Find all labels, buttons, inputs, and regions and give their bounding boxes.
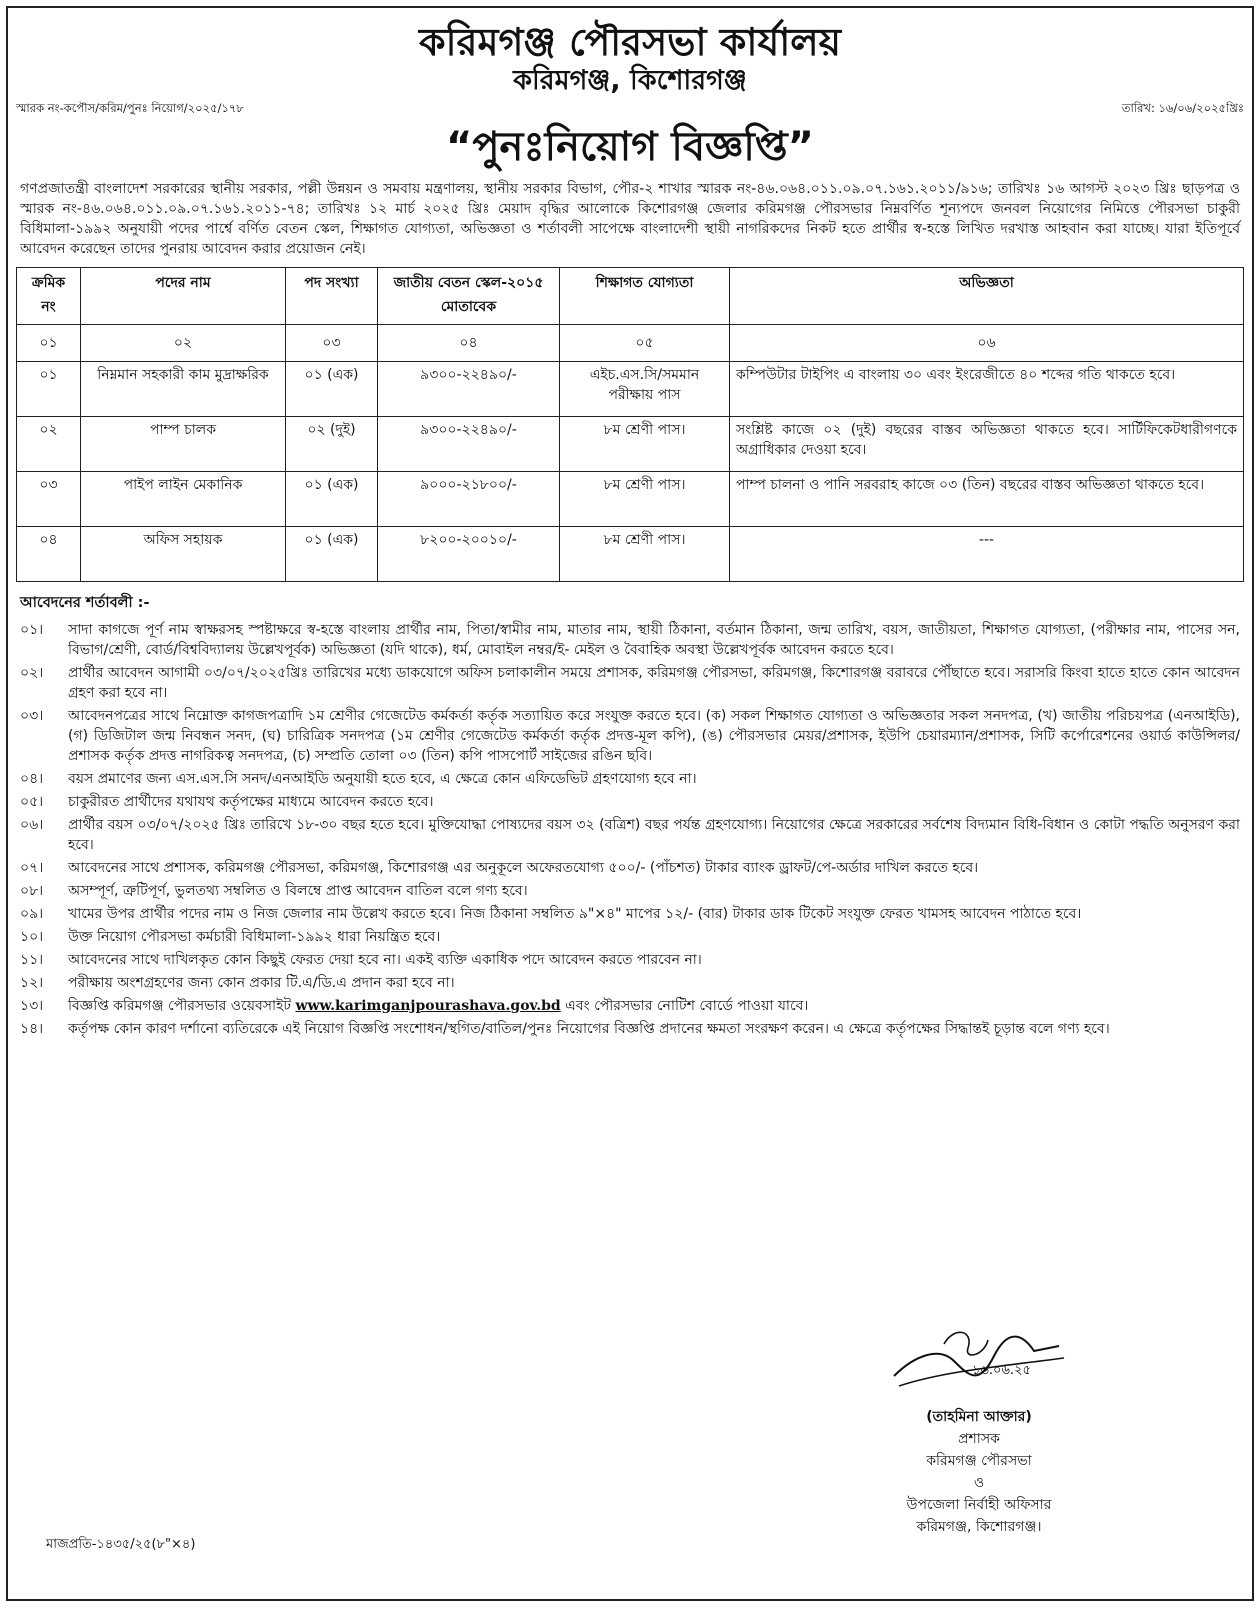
- experience-cell: ---: [730, 527, 1244, 582]
- item-number: ০২।: [20, 665, 44, 681]
- item-number: ০৯।: [20, 906, 44, 922]
- item-text: আবেদনের সাথে প্রশাসক, করিমগঞ্জ পৌরসভা, করিমগঞ্জ, কিশোরগঞ্জ এর অনুকূলে অফেরতযোগ্য ৫০০/- (পাঁচশত) টাকার ব্যাংক ড্রাফট/পে-অর্ডার দাখিল করতে হবে।: [68, 860, 979, 876]
- post-count-cell: ০১ (এক): [286, 472, 378, 527]
- experience-cell: পাম্প চালনা ও পানি সরবরাহ কাজে ০৩ (তিন) বছরের বাস্তব অভিজ্ঞতা থাকতে হবে।: [730, 472, 1244, 527]
- index-cell: ০৫: [560, 325, 730, 362]
- signatory-and: ও: [973, 1475, 985, 1491]
- signatory-officer: উপজেলা নির্বাহী অফিসার: [906, 1497, 1052, 1513]
- post-name-cell: অফিস সহায়ক: [81, 527, 286, 582]
- pay-scale-cell: ৯০০০-২১৮০০/-: [378, 472, 560, 527]
- item-number: ০৪।: [20, 771, 44, 787]
- website-link[interactable]: www.karimganjpourashava.gov.bd: [295, 998, 561, 1014]
- office-name: করিমগঞ্জ পৌরসভা কার্যালয়: [419, 20, 841, 64]
- post-name-cell: নিম্নমান সহকারী কাম মুদ্রাক্ষরিক: [81, 362, 286, 417]
- footer: [16, 1316, 1244, 1586]
- item-text: চাকুরীরত প্রার্থীদের যথাযথ কর্তৃপক্ষের মাধ্যমে আবেদন করতে হবে।: [68, 794, 434, 810]
- experience-cell: কম্পিউটার টাইপিং এ বাংলায় ৩০ এবং ইংরেজীতে ৪০ শব্দের গতি থাকতে হবে।: [730, 362, 1244, 417]
- item-text: অসম্পূর্ণ, ত্রুটিপূর্ণ, ভুলতথ্য সম্বলিত ও বিলম্বে প্রাপ্ত আবেদন বাতিল বলে গণ্য হবে।: [68, 883, 528, 899]
- item-text: প্রার্থীর আবেদন আগামী ০৩/০৭/২০২৫খ্রিঃ তারিখের মধ্যে ডাকযোগে অফিস চলাকালীন সময়ে প্রশাসক, করিমগঞ্জ পৌরসভা, করিমগঞ্জ, কিশোরগঞ্জ বরাবরে পৌঁছাতে হবে। সরাসরি কিংবা হাতে হাতে কোন আবেদন গ্রহণ করা হবে না।: [68, 665, 1240, 701]
- item-number: ১২।: [20, 975, 44, 991]
- signatory-designation: প্রশাসক: [958, 1431, 1000, 1447]
- item-number: ০৬।: [20, 817, 44, 833]
- handwritten-signature: [864, 1316, 1094, 1406]
- post-name-cell: পাম্প চালক: [81, 417, 286, 472]
- intro-note: যারা ইতিপূর্বে আবেদন করেছেন তাদের পুনরায় আবেদন করার প্রয়োজন নেই।: [20, 221, 1240, 257]
- item-text: কর্তৃপক্ষ কোন কারণ দর্শানো ব্যতিরেকে এই নিয়োগ বিজ্ঞপ্তি সংশোধন/স্থগিত/বাতিল/পুনঃ নিয়োগের বিজ্ঞপ্তি প্রদানের ক্ষমতা সংরক্ষণ করেন। এ ক্ষেত্রে কর্তৃপক্ষের সিদ্ধান্তই চূড়ান্ত বলে গণ্য হবে।: [68, 1021, 1110, 1037]
- header-qualification: শিক্ষাগত যোগ্যতা: [560, 268, 730, 325]
- index-cell: ০১: [17, 325, 81, 362]
- index-cell: ০৬: [730, 325, 1244, 362]
- item-text-before: বিজ্ঞপ্তি করিমগঞ্জ পৌরসভার ওয়েবসাইট: [68, 998, 296, 1014]
- serial-cell: ০৩: [17, 472, 81, 527]
- serial-cell: ০১: [17, 362, 81, 417]
- post-count-cell: ০১ (এক): [286, 527, 378, 582]
- item-number: ০১।: [20, 622, 44, 638]
- qualification-cell: ৮ম শ্রেণী পাস।: [560, 472, 730, 527]
- item-text: খামের উপর প্রার্থীর পদের নাম ও নিজ জেলার নাম উল্লেখ করতে হবে। নিজ ঠিকানা সম্বলিত ৯"×৪" মাপের ১২/- (বার) টাকার ডাক টিকেট সংযুক্ত ফেরত খামসহ আবেদন পাঠাতে হবে।: [68, 906, 1082, 922]
- signature-scribble-icon: [884, 1316, 1074, 1404]
- item-number: ০৩।: [20, 708, 44, 724]
- memo-number: স্মারক নং-কপৌস/করিম/পুনঃ নিয়োগ/২০২৫/১৭৮: [16, 101, 244, 115]
- signature-date: ১৬.০৬.২৫: [972, 1363, 1031, 1378]
- item-text: বয়স প্রমাণের জন্য এস.এস.সি সনদ/এনআইডি অনুযায়ী হতে হবে, এ ক্ষেত্রে কোন এফিডেভিট গ্রহণযোগ্য হবে না।: [68, 771, 697, 787]
- item-number: ০৭।: [20, 860, 44, 876]
- qualification-cell: ৮ম শ্রেণী পাস।: [560, 417, 730, 472]
- signature-block: [864, 1316, 1094, 1538]
- index-cell: ০৪: [378, 325, 560, 362]
- item-number: ১০।: [20, 929, 44, 945]
- item-text: উক্ত নিয়োগ পৌরসভা কর্মচারী বিধিমালা-১৯৯২ ধারা নিয়ন্ত্রিত হবে।: [68, 929, 441, 945]
- serial-cell: ০২: [17, 417, 81, 472]
- header-serial: ক্রমিক নং: [17, 268, 81, 325]
- post-count-cell: ০২ (দুই): [286, 417, 378, 472]
- item-number: ০৮।: [20, 883, 44, 899]
- pay-scale-cell: ৯৩০০-২২৪৯০/-: [378, 362, 560, 417]
- header-pay-scale: জাতীয় বেতন স্কেল-২০১৫ মোতাবেক: [378, 268, 560, 325]
- item-text: সাদা কাগজে পূর্ণ নাম স্বাক্ষরসহ স্পষ্টাক্ষরে স্ব-হস্তে বাংলায় প্রার্থীর নাম, পিতা/স্বামীর নাম, মাতার নাম, স্থায়ী ঠিকানা, বর্তমান ঠিকানা, জন্ম তারিখ, বয়স, জাতীয়তা, শিক্ষাগত যোগ্যতা, (পরীক্ষার নাম, পাসের সন, বিভাগ/শ্রেণী, বোর্ড/বিশ্ববিদ্যালয় উল্লেখপূর্বক) অভিজ্ঞতা (যদি থাকে), ধর্ম, মোবাইল নম্বর/ই- মেইল ও বৈবাহিক অবস্থা উল্লেখপূর্বক আবেদন করতে হবে।: [68, 622, 1240, 658]
- item-text: পরীক্ষায় অংশগ্রহণের জন্য কোন প্রকার টি.এ/ডি.এ প্রদান করা হবে না।: [68, 975, 455, 991]
- post-name-cell: পাইপ লাইন মেকানিক: [81, 472, 286, 527]
- office-location: করিমগঞ্জ, কিশোরগঞ্জ: [513, 65, 747, 96]
- item-text: আবেদনের সাথে দাখিলকৃত কোন কিছুই ফেরত দেয়া হবে না। একই ব্যক্তি একাধিক পদে আবেদন করতে পারবেন না।: [68, 952, 702, 968]
- item-text: প্রার্থীর বয়স ০৩/০৭/২০২৫ খ্রিঃ তারিখে ১৮-৩০ বছর হতে হবে। মুক্তিযোদ্ধা পোষ্যদের বয়স ৩২ (বত্রিশ) বছর পর্যন্ত গ্রহণযোগ্য। নিয়োগের ক্ষেত্রে সরকারের সর্বশেষ বিদ্যমান বিধি-বিধান ও কোটা পদ্ধতি অনুসরণ করা হবে।: [68, 817, 1240, 853]
- experience-cell: সংশ্লিষ্ট কাজে ০২ (দুই) বছরের বাস্তব অভিজ্ঞতা থাকতে হবে। সার্টিফিকেটধারীগণকে অগ্রাধিকার দেওয়া হবে।: [730, 417, 1244, 472]
- terms-heading: আবেদনের শর্তাবলী :-: [20, 595, 150, 611]
- notice-date: তারিখ: ১৬/০৬/২০২৫খ্রিঃ: [1121, 101, 1244, 115]
- index-cell: ০২: [81, 325, 286, 362]
- serial-cell: ০৪: [17, 527, 81, 582]
- signatory-municipality: করিমগঞ্জ পৌরসভা: [926, 1453, 1032, 1469]
- item-number: ১৪।: [20, 1021, 44, 1037]
- signatory-name: (তাহমিনা আক্তার): [926, 1409, 1032, 1425]
- pay-scale-cell: ৮২০০-২০০১০/-: [378, 527, 560, 582]
- intro-text: গণপ্রজাতন্ত্রী বাংলাদেশ সরকারের স্থানীয় সরকার, পল্লী উন্নয়ন ও সমবায় মন্ত্রণালয়, স্থানীয় সরকার বিভাগ, পৌর-২ শাখার স্মারক নং-৪৬.০৬৪.০১১.০৯.০৭.১৬১.২০১১/৯১৬; তারিখঃ ১৬ আগস্ট ২০২৩ খ্রিঃ ছাড়পত্র ও স্মারক নং-৪৬.০৬৪.০১১.০৯.০৭.১৬১.২০১১-৭৪; তারিখঃ ১২ মার্চ ২০২৫ খ্রিঃ মেয়াদ বৃদ্ধির আলোকে কিশোরগঞ্জ জেলার করিমগঞ্জ পৌরসভার নিম্নবর্ণিত শূন্যপদে জনবল নিয়োগের নিমিত্তে পৌরসভা চাকুরী বিধিমালা-১৯৯২ অনুযায়ী পদের পার্শ্বে বর্ণিত বেতন স্কেল, শিক্ষাগত যোগ্যতা, অভিজ্ঞতা ও শর্তাবলী সাপেক্ষে বাংলাদেশী স্থায়ী নাগরিকদের নিকট হতে প্রার্থীর স্ব-হস্তে লিখিত দরখাস্ত আহবান করা যাচ্ছে।: [20, 181, 1240, 237]
- header-post-name: পদের নাম: [81, 268, 286, 325]
- item-number: ০৫।: [20, 794, 44, 810]
- header-experience: অভিজ্ঞতা: [730, 268, 1244, 325]
- item-text-after: এবং পৌরসভার নোটিশ বোর্ডে পাওয়া যাবে।: [560, 998, 809, 1014]
- item-text: আবেদনপত্রের সাথে নিম্নোক্ত কাগজপত্রাদি ১ম শ্রেণীর গেজেটেড কর্মকর্তা কর্তৃক সত্যায়িত করে সংযুক্ত করতে হবে। (ক) সকল শিক্ষাগত যোগ্যতা ও অভিজ্ঞতার সকল সনদপত্র, (খ) জাতীয় পরিচয়পত্র (এনআইডি), (গ) ডিজিটাল জন্ম নিবন্ধন সনদ, (ঘ) চারিত্রিক সনদপত্র (১ম শ্রেণীর গেজেটেড কর্মকর্তা কর্তৃক প্রদত্ত-মূল কপি), (ঙ) পৌরসভার মেয়র/প্রশাসক, ইউপি চেয়ারম্যান/প্রশাসক, সিটি কর্পোরেশনের ওয়ার্ড কাউন্সিলর/প্রশাসক কর্তৃক প্রদত্ত নাগরিকত্ব সনদপত্র, (চ) সম্প্রতি তোলা ০৩ (তিন) কপি পাসপোর্ট সাইজের রঙিন ছবি।: [68, 708, 1240, 764]
- notice-title: “পুনঃনিয়োগ বিজ্ঞপ্তি”: [446, 124, 814, 170]
- signatory-place: করিমগঞ্জ, কিশোরগঞ্জ।: [916, 1519, 1042, 1535]
- pay-scale-cell: ৯৩০০-২২৪৯০/-: [378, 417, 560, 472]
- item-number: ১৩।: [20, 998, 44, 1014]
- qualification-cell: এইচ.এস.সি/সমমান পরীক্ষায় পাস: [560, 362, 730, 417]
- press-memo: মাজপ্রতি-১৪৩৫/২৫(৮"×৪): [46, 1537, 196, 1552]
- header-post-count: পদ সংখ্যা: [286, 268, 378, 325]
- item-number: ১১।: [20, 952, 44, 968]
- post-count-cell: ০১ (এক): [286, 362, 378, 417]
- qualification-cell: ৮ম শ্রেণী পাস।: [560, 527, 730, 582]
- index-cell: ০৩: [286, 325, 378, 362]
